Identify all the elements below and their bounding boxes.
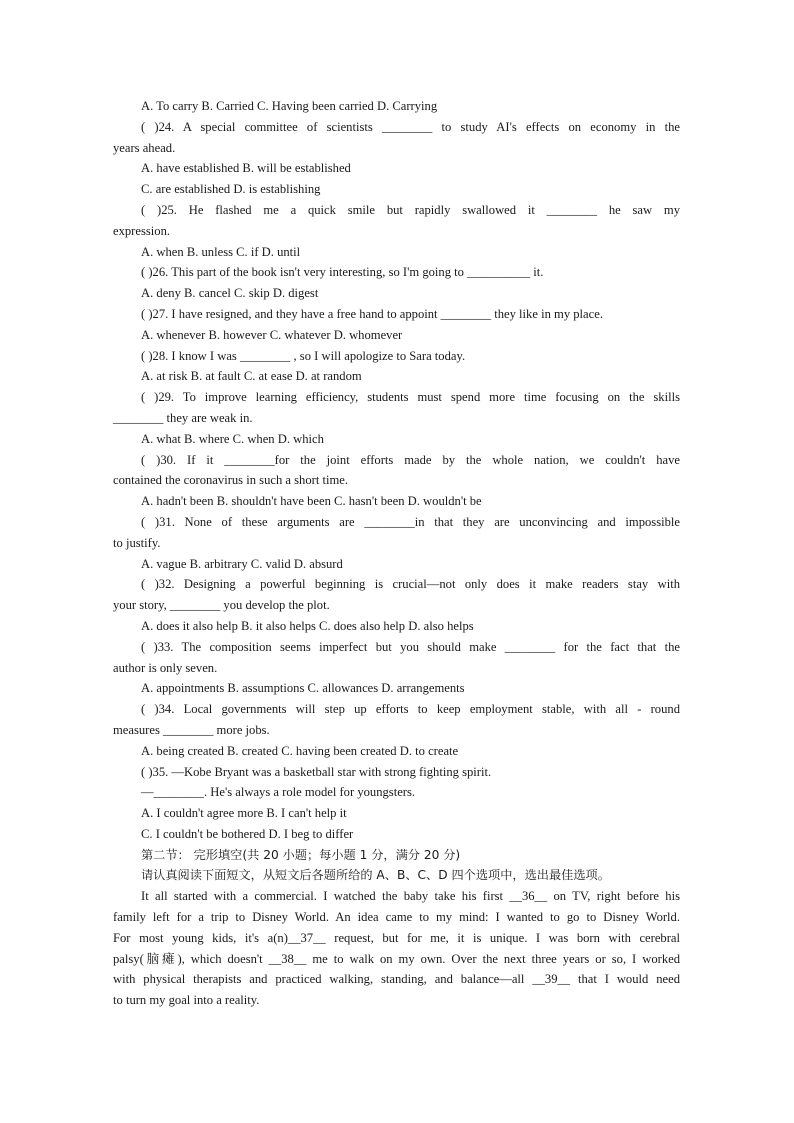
text-line: C. I couldn't be bothered D. I beg to differ — [141, 826, 354, 841]
text-line: A. appointments B. assumptions C. allowances D. arrangements — [141, 681, 465, 696]
text-line: A. hadn't been B. shouldn't have been C. hasn't been D. wouldn't be — [141, 494, 482, 509]
text-line: ( )32. Designing a powerful beginning is crucial—not only does it make readers stay with — [141, 577, 680, 592]
text-line: A. at risk B. at fault C. at ease D. at random — [141, 369, 362, 384]
text-line: A. does it also help B. it also helps C. does also help D. also helps — [141, 618, 474, 633]
text-line: ( )35. —Kobe Bryant was a basketball star with strong fighting spirit. — [141, 764, 492, 779]
text-line: —________. He's always a role model for youngsters. — [141, 785, 416, 800]
text-line: ( )34. Local governments will step up efforts to keep employment stable, with all - round — [141, 702, 680, 717]
text-line: ( )29. To improve learning efficiency, students must spend more time focusing on the skills — [141, 390, 680, 405]
text-line: ( )28. I know I was ________ , so I will apologize to Sara today. — [141, 348, 466, 363]
text-line: A. being created B. created C. having been created D. to create — [141, 743, 459, 758]
text-line: ( )33. The composition seems imperfect but you should make ________ for the fact that the — [141, 639, 680, 654]
text-line: ( )31. None of these arguments are ________in that they are unconvincing and impossible — [141, 514, 680, 529]
passage-line: to turn my goal into a reality. — [113, 993, 260, 1008]
question-block — [113, 96, 680, 886]
cloze-passage — [113, 886, 680, 1011]
text-line: A. To carry B. Carried C. Having been carried D. Carrying — [141, 99, 438, 113]
text-line: ( )30. If it ________for the joint efforts made by the whole nation, we couldn't have — [141, 452, 680, 467]
text-line: 请认真阅读下面短文，从短文后各题所给的 A、B、C、D 四个选项中，选出最佳选项。 — [141, 868, 610, 883]
text-line: your story, ________ you develop the plot. — [113, 598, 330, 613]
document-page — [113, 96, 680, 1011]
text-line: C. are established D. is establishing — [141, 182, 321, 197]
text-line: years ahead. — [113, 140, 176, 155]
passage-line: For most young kids, it's a(n)__37__ request, but for me, it is unique. I was born with cerebral — [113, 930, 680, 945]
text-line: A. what B. where C. when D. which — [141, 431, 324, 446]
text-line: A. vague B. arbitrary C. valid D. absurd — [141, 556, 343, 571]
text-line: author is only seven. — [113, 660, 218, 675]
text-line: measures ________ more jobs. — [113, 722, 270, 737]
text-line: ( )27. I have resigned, and they have a free hand to appoint ________ they like in my place. — [141, 306, 603, 321]
text-line: A. I couldn't agree more B. I can't help it — [141, 806, 347, 821]
passage-line: with physical therapists and practiced walking, standing, and balance—all __39__ that I would need — [113, 972, 680, 987]
text-line: ( )25. He flashed me a quick smile but rapidly swallowed it ________ he saw my — [141, 202, 680, 217]
text-line: to justify. — [113, 535, 161, 550]
text-line: A. when B. unless C. if D. until — [141, 244, 301, 259]
passage-line: It all started with a commercial. I watched the baby take his first __36__ on TV, right before his — [141, 889, 680, 904]
passage-line: palsy(脑瘫), which doesn't __38__ me to walk on my own. Over the next three years or so, I worked — [113, 951, 680, 966]
text-line: A. whenever B. however C. whatever D. whomever — [141, 327, 403, 342]
text-line: ( )26. This part of the book isn't very interesting, so I'm going to __________ it. — [141, 265, 544, 280]
text-line: expression. — [113, 223, 171, 238]
text-line: contained the coronavirus in such a short time. — [113, 473, 349, 488]
text-line: A. deny B. cancel C. skip D. digest — [141, 286, 319, 301]
text-line: ________ they are weak in. — [113, 410, 253, 425]
text-line: 第二节： 完形填空(共 20 小题；每小题 1 分，满分 20 分) — [141, 847, 461, 862]
passage-line: family left for a trip to Disney World. An idea came to my mind: I wanted to go to Disney World. — [113, 910, 680, 925]
text-line: A. have established B. will be established — [141, 161, 351, 176]
text-line: ( )24. A special committee of scientists ________ to study AI's effects on economy in the — [141, 119, 680, 134]
